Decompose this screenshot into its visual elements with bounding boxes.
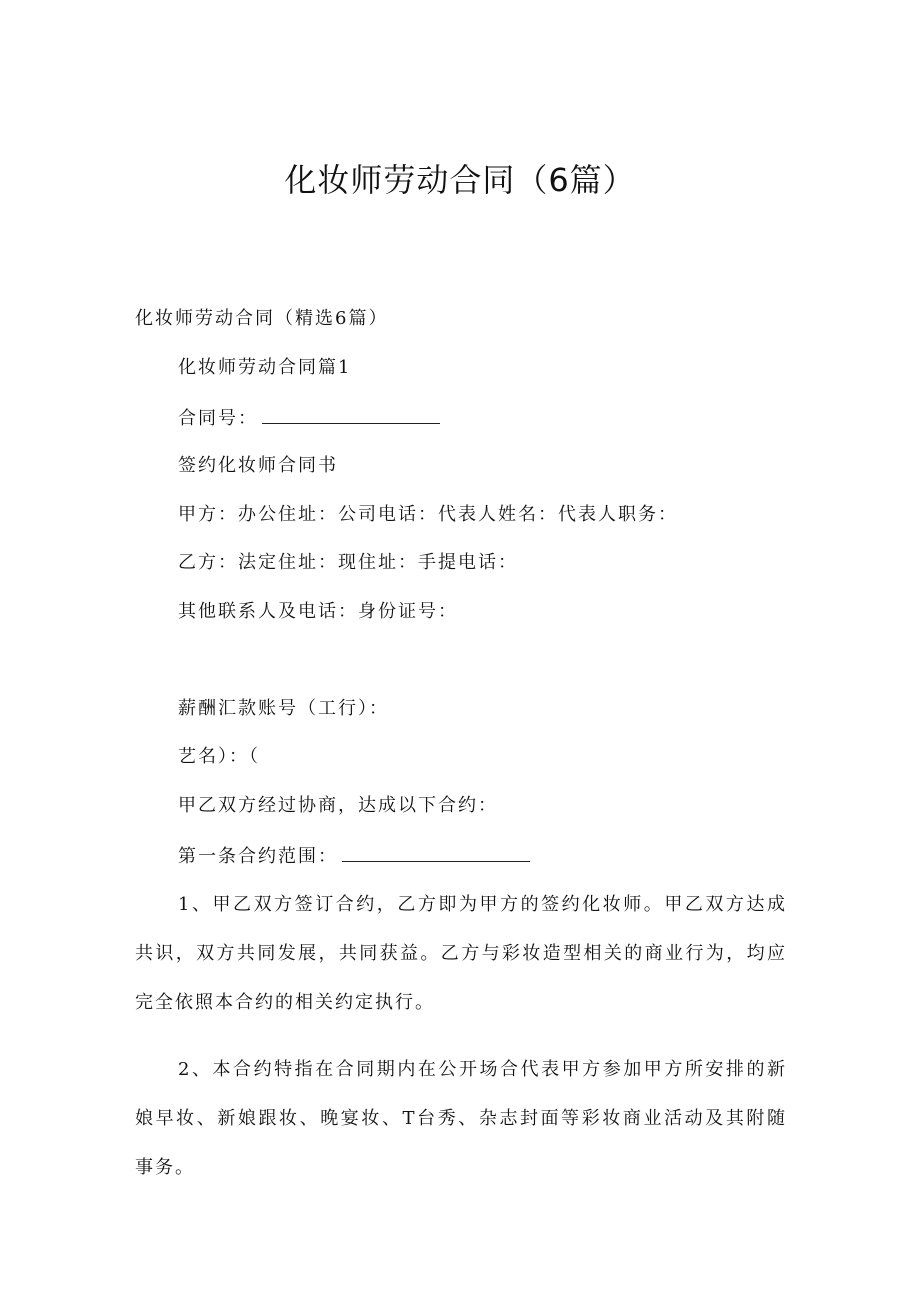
contract-number-line <box>178 405 440 431</box>
party-b-line: 乙方：法定住址：现住址：手提电话： <box>178 552 518 573</box>
section-title: 化妆师劳动合同篇1 <box>178 357 352 378</box>
document-title: 化妆师劳动合同（6篇） <box>284 161 636 199</box>
party-a-line: 甲方：办公住址：公司电话：代表人姓名：代表人职务： <box>178 504 678 525</box>
other-contact-line: 其他联系人及电话：身份证号： <box>178 601 458 622</box>
stage-name-line: 艺名）：（ <box>178 746 260 767</box>
contract-number-blank <box>262 405 440 424</box>
article1-blank <box>342 843 530 862</box>
contract-heading: 签约化妆师合同书 <box>178 455 338 476</box>
contract-number-label: 合同号： <box>178 408 258 429</box>
article1-line <box>178 843 530 869</box>
article1-label: 第一条合约范围： <box>178 846 338 867</box>
document-subtitle: 化妆师劳动合同（精选6篇） <box>135 308 389 329</box>
clause-1: 1、甲乙双方签订合约，乙方即为甲方的签约化妆师。甲乙双方达成共识，双方共同发展，共同获益。乙方与彩妆造型相关的商业行为，均应完全依照本合约的相关约定执行。 <box>135 894 787 1013</box>
agreement-intro: 甲乙双方经过协商，达成以下合约： <box>178 795 498 816</box>
salary-account-line: 薪酬汇款账号（工行）： <box>178 698 389 719</box>
clause-2: 2、本合约特指在合同期内在公开场合代表甲方参加甲方所安排的新娘早妆、新娘跟妆、晚宴妆、T台秀、杂志封面等彩妆商业活动及其附随事务。 <box>135 1059 787 1178</box>
